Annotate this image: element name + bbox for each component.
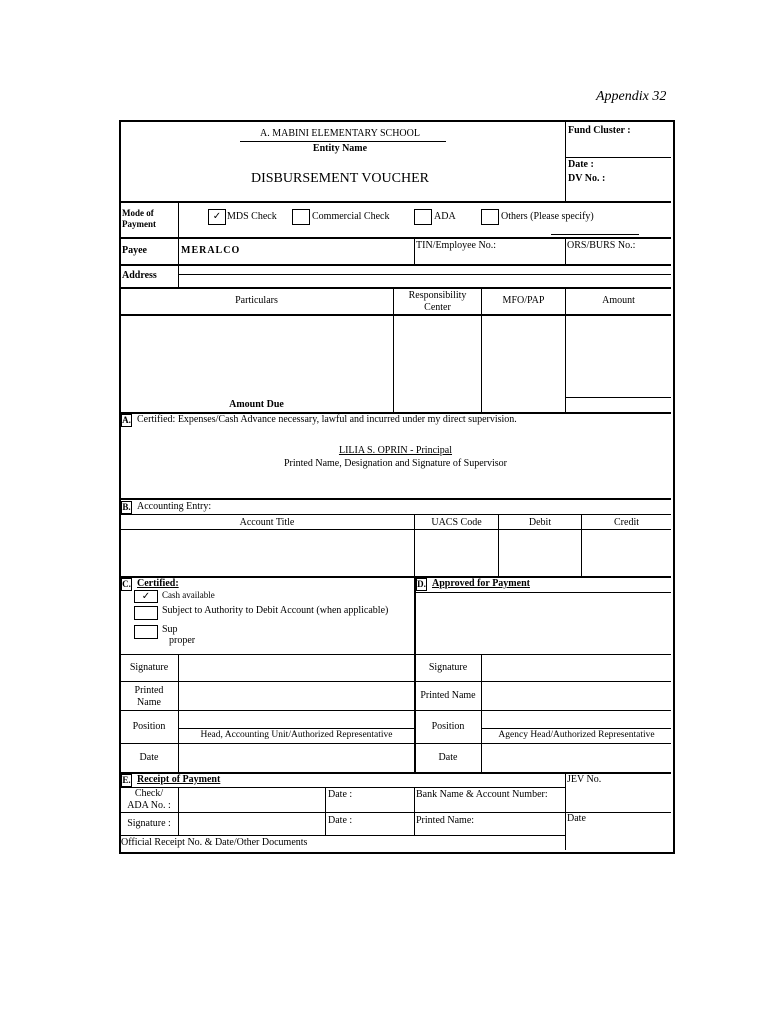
section-a-bottom-line [120,498,671,500]
section-c-letter: C. [122,579,131,589]
supporting-docs-checkbox[interactable] [134,625,158,639]
c-signature-label: Signature [129,662,169,673]
credit-header: Credit [614,517,639,528]
c-printed-name-label: Printed Name [134,685,164,708]
address-line [178,274,671,275]
cash-available-checkbox[interactable]: ✓ [134,590,158,603]
printed-name-bottom-line [120,710,671,711]
payee-label: Payee [122,245,147,256]
section-d-title: Approved for Payment [432,578,530,589]
ors-divider [565,238,566,265]
official-receipt-label: Official Receipt No. & Date/Other Documents [121,837,308,848]
address-bottom-line [120,287,671,289]
mop-divider [178,201,179,237]
appendix-label: Appendix 32 [596,89,667,104]
section-b-letter: B. [122,502,131,512]
payee-divider [178,238,179,288]
mds-check-label: MDS Check [227,211,277,222]
section-b-col-1 [414,514,415,576]
jev-no-label: JEV No. [567,774,602,785]
section-c-label-divider [178,654,179,773]
entity-name-label: Entity Name [312,143,368,154]
section-e-title-line [120,787,565,788]
d-printed-name-label: Printed Name [420,690,476,701]
amount-due-label: Amount Due [229,399,284,410]
supervisor-caption: Printed Name, Designation and Signature of Supervisor [283,458,507,469]
e-date-2-label: Date : [328,815,353,826]
responsibility-center-header: Responsibility Center [408,290,467,313]
section-e-letter: E. [122,775,131,785]
c-position-label: Position [132,721,166,732]
others-label: Others (Please specify) [501,211,594,222]
section-d-letter: D. [417,579,426,589]
account-title-header: Account Title [239,517,295,528]
e-date-3-label: Date [567,813,586,824]
amount-due-line [565,397,671,398]
particulars-col-1 [393,288,394,413]
section-b-col-2 [498,514,499,576]
e-bank-divider [414,787,415,835]
particulars-header: Particulars [235,295,278,306]
ada-checkbox[interactable] [414,209,432,225]
c-position-caption: Head, Accounting Unit/Authorized Representative [200,730,393,740]
particulars-col-2 [481,288,482,413]
check-ada-label: Check/ ADA No. : [127,788,171,811]
d-date-label: Date [438,752,458,763]
address-label: Address [122,270,157,281]
others-checkbox[interactable] [481,209,499,225]
section-a-text: Certified: Expenses/Cash Advance necessary, lawful and incurred under my direct supervision. [137,414,517,425]
dv-no-label: DV No. : [568,173,606,184]
uacs-code-header: UACS Code [431,517,482,528]
entity-name-value: A. MABINI ELEMENTARY SCHOOL [260,128,420,139]
section-b-text: Accounting Entry: [137,501,212,512]
section-c-title: Certified: [137,578,179,589]
section-d-title-line [414,592,671,593]
e-label-divider [178,787,179,835]
mds-check-checkbox[interactable]: ✓ [208,209,226,225]
signature-bottom-line [120,681,671,682]
signature-top-line [120,654,671,655]
mop-bottom-line [120,237,671,239]
position-bottom-line [120,743,671,744]
voucher-title: DISBURSEMENT VOUCHER [250,171,429,186]
supervisor-name: LILIA S. OPRIN - Principal [338,445,453,456]
bank-account-label: Bank Name & Account Number: [416,789,548,800]
supporting-docs-label: Sup [162,624,178,635]
tin-divider [414,238,415,265]
header-divider [565,121,566,201]
e-date-1-label: Date : [328,789,353,800]
d-signature-label: Signature [428,662,468,673]
others-specify-line [551,234,639,235]
section-b-title-line [120,514,671,515]
section-b-header-line [120,529,671,530]
tin-label: TIN/Employee No.: [416,240,496,251]
particulars-col-3 [565,288,566,413]
header-bottom-line [120,201,671,203]
section-d-label-divider [481,654,482,773]
mfo-pap-header: MFO/PAP [502,295,545,306]
date-label: Date : [568,159,594,170]
debit-header: Debit [528,517,552,528]
section-e-title: Receipt of Payment [137,774,221,785]
e-row-1-line [120,812,671,813]
commercial-check-label: Commercial Check [312,211,390,222]
amount-header: Amount [602,295,635,306]
d-position-caption: Agency Head/Authorized Representative [498,730,655,740]
fund-cluster-line [565,157,671,158]
section-b-col-3 [581,514,582,576]
c-date-label: Date [139,752,159,763]
mode-of-payment-label: Mode of Payment [122,208,156,229]
supporting-docs-label-line2: proper [169,635,196,646]
d-position-label: Position [431,721,465,732]
cash-available-label: Cash available [162,590,215,600]
e-row-2-line [120,835,565,836]
section-b-bottom-line [120,576,671,578]
e-printed-name-label: Printed Name: [416,815,475,826]
payee-bottom-line [120,264,671,266]
e-date-divider [325,787,326,835]
authority-debit-label: Subject to Authority to Debit Account (when applicable) [162,605,389,616]
authority-debit-checkbox[interactable] [134,606,158,620]
particulars-header-line [120,314,671,316]
payee-value[interactable]: MERALCO [181,245,241,256]
section-a-letter: A. [122,415,131,425]
fund-cluster-label: Fund Cluster : [568,125,631,136]
e-signature-label: Signature : [127,818,171,829]
commercial-check-checkbox[interactable] [292,209,310,225]
entity-underline [240,141,446,142]
ada-label: ADA [434,211,456,222]
ors-label: ORS/BURS No.: [567,240,636,251]
